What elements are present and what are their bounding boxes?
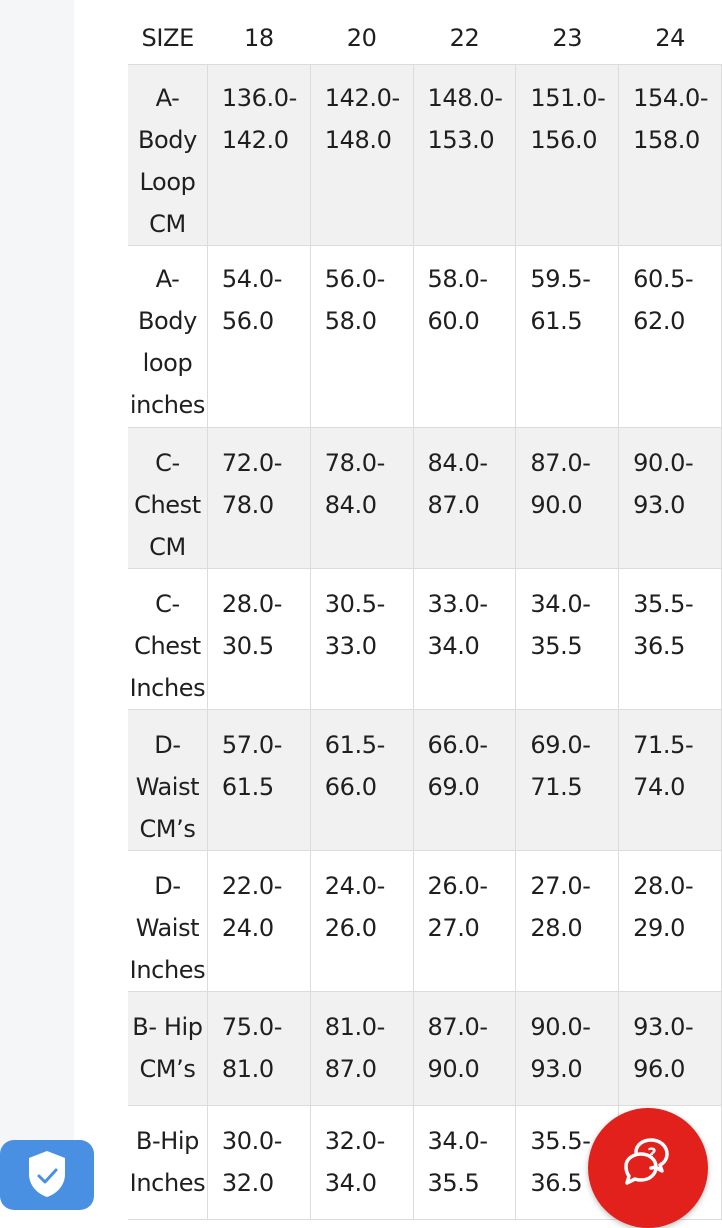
table-cell: 24.0- 26.0 bbox=[310, 851, 413, 992]
row-label: D- Waist CM’s bbox=[128, 710, 207, 851]
table-cell: 56.0- 58.0 bbox=[310, 246, 413, 428]
table-cell: 57.0- 61.5 bbox=[207, 710, 310, 851]
table-cell: 72.0- 78.0 bbox=[207, 428, 310, 569]
table-cell: 66.0- 69.0 bbox=[413, 710, 516, 851]
table-cell: 71.5- 74.0 bbox=[619, 710, 722, 851]
table-cell: 93.0- 96.0 bbox=[619, 992, 722, 1106]
left-gutter bbox=[0, 0, 74, 1200]
table-row bbox=[128, 246, 722, 428]
table-cell: 58.0- 60.0 bbox=[413, 246, 516, 428]
table-cell: 54.0- 56.0 bbox=[207, 246, 310, 428]
row-label: A- Body Loop CM bbox=[128, 65, 207, 246]
table-cell: 87.0- 90.0 bbox=[413, 992, 516, 1106]
size-header-24: 24 bbox=[655, 24, 685, 52]
table-cell: 136.0- 142.0 bbox=[207, 65, 310, 246]
size-chart-table bbox=[128, 12, 722, 1220]
row-label: C- Chest Inches bbox=[128, 569, 207, 710]
row-label: B-Hip Inches bbox=[128, 1106, 207, 1220]
row-label: D- Waist Inches bbox=[128, 851, 207, 992]
shield-check-icon bbox=[25, 1148, 69, 1204]
table-cell: 148.0- 153.0 bbox=[413, 65, 516, 246]
table-cell: 35.5- 36.5 bbox=[516, 1106, 619, 1220]
table-cell: 142.0- 148.0 bbox=[310, 65, 413, 246]
table-row bbox=[128, 992, 722, 1106]
table-cell: 28.0- 30.5 bbox=[207, 569, 310, 710]
table-cell: 75.0- 81.0 bbox=[207, 992, 310, 1106]
table-cell: 30.0- 32.0 bbox=[207, 1106, 310, 1220]
table-cell: 22.0- 24.0 bbox=[207, 851, 310, 992]
size-header-20: 20 bbox=[346, 24, 377, 52]
table-cell: 90.0- 93.0 bbox=[516, 992, 619, 1106]
table-cell: 61.5- 66.0 bbox=[310, 710, 413, 851]
table-cell: 87.0- 90.0 bbox=[516, 428, 619, 569]
size-header-label: SIZE bbox=[141, 24, 194, 52]
table-cell: 34.0- 35.5 bbox=[413, 1106, 516, 1220]
row-label: B- Hip CM’s bbox=[128, 992, 207, 1106]
table-cell: 78.0- 84.0 bbox=[310, 428, 413, 569]
table-cell: 60.5- 62.0 bbox=[619, 246, 722, 428]
table-cell: 32.0- 34.0 bbox=[310, 1106, 413, 1220]
table-row bbox=[128, 65, 722, 246]
table-cell: 34.0- 35.5 bbox=[516, 569, 619, 710]
size-header-18: 18 bbox=[243, 24, 274, 52]
table-cell: 28.0- 29.0 bbox=[619, 851, 722, 992]
table-cell: 90.0- 93.0 bbox=[619, 428, 722, 569]
table-cell: 27.0- 28.0 bbox=[516, 851, 619, 992]
svg-text:?: ? bbox=[647, 1144, 657, 1163]
row-label: C- Chest CM bbox=[128, 428, 207, 569]
size-header-row bbox=[128, 12, 722, 65]
table-row bbox=[128, 851, 722, 992]
table-cell: 69.0- 71.5 bbox=[516, 710, 619, 851]
table-cell: 154.0- 158.0 bbox=[619, 65, 722, 246]
table-row bbox=[128, 428, 722, 569]
table-cell: 26.0- 27.0 bbox=[413, 851, 516, 992]
help-chat-button[interactable] bbox=[588, 1108, 708, 1228]
table-cell: 84.0- 87.0 bbox=[413, 428, 516, 569]
row-label: A- Body loop inches bbox=[128, 246, 207, 428]
table-row bbox=[128, 710, 722, 851]
table-cell: 151.0- 156.0 bbox=[516, 65, 619, 246]
table-cell: 35.5- 36.5 bbox=[619, 569, 722, 710]
table-cell: 33.0- 34.0 bbox=[413, 569, 516, 710]
size-header-22: 22 bbox=[449, 24, 480, 52]
help-chat-icon bbox=[616, 1134, 680, 1202]
table-cell: 59.5- 61.5 bbox=[516, 246, 619, 428]
size-header-23: 23 bbox=[552, 24, 583, 52]
table-cell: 30.5- 33.0 bbox=[310, 569, 413, 710]
table-cell: 81.0- 87.0 bbox=[310, 992, 413, 1106]
table-row bbox=[128, 569, 722, 710]
